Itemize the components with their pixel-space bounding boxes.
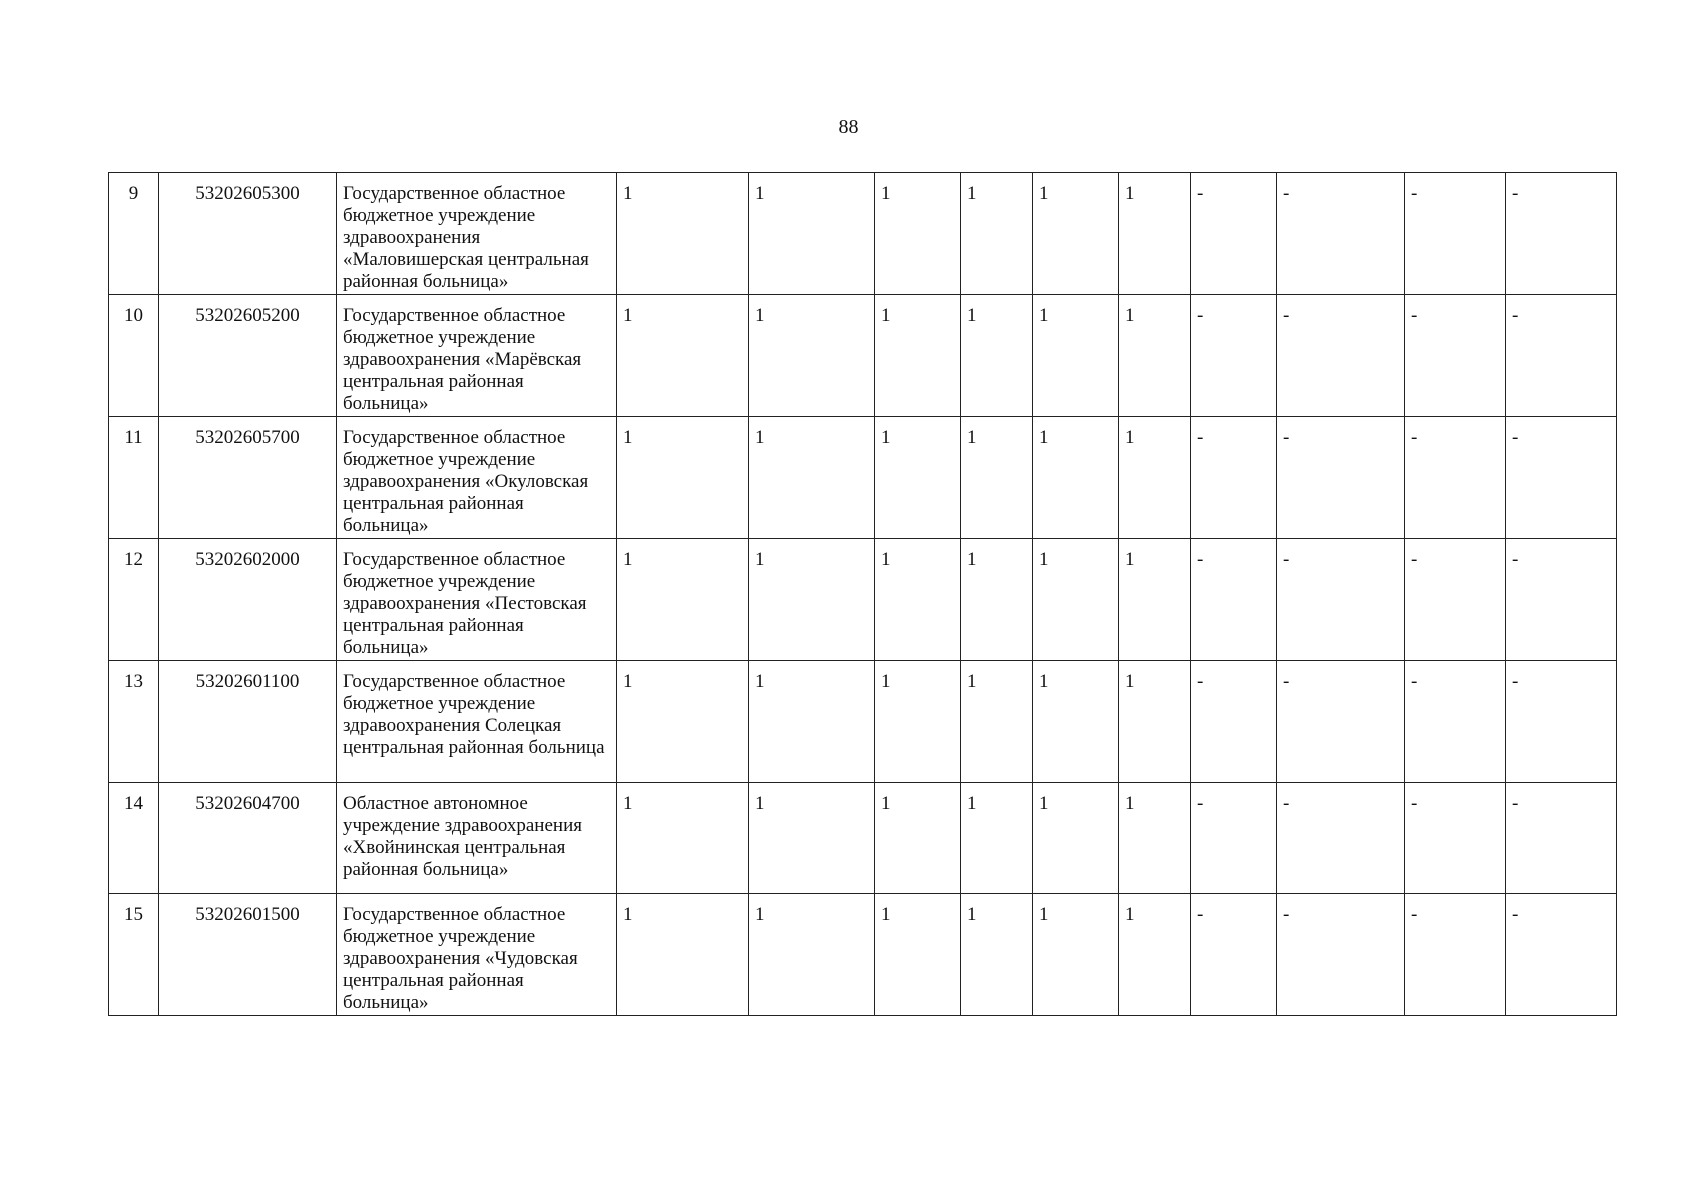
value-cell: - — [1277, 295, 1405, 417]
value-cell: - — [1191, 417, 1277, 539]
value-cell: 1 — [1033, 783, 1119, 894]
value-cell: - — [1277, 539, 1405, 661]
facility-name: Государственное областное бюджетное учреждение здравоохранения «Марёвская центральная районная больница» — [337, 295, 617, 417]
value-cell: - — [1277, 417, 1405, 539]
facility-name: Государственное областное бюджетное учреждение здравоохранения «Чудовская центральная районная больница» — [337, 894, 617, 1016]
value-cell: - — [1277, 173, 1405, 295]
value-cell: 1 — [1119, 783, 1191, 894]
row-number: 10 — [109, 295, 159, 417]
row-number: 12 — [109, 539, 159, 661]
value-cell: 1 — [617, 783, 749, 894]
value-cell: - — [1277, 661, 1405, 783]
value-cell: 1 — [1033, 539, 1119, 661]
value-cell: - — [1191, 783, 1277, 894]
facility-name: Государственное областное бюджетное учреждение здравоохранения Солецкая центральная районная больница — [337, 661, 617, 783]
row-number: 13 — [109, 661, 159, 783]
value-cell: 1 — [749, 894, 875, 1016]
facility-name: Государственное областное бюджетное учреждение здравоохранения «Окуловская центральная районная больница» — [337, 417, 617, 539]
value-cell: - — [1191, 894, 1277, 1016]
value-cell: 1 — [961, 173, 1033, 295]
value-cell: 1 — [617, 417, 749, 539]
value-cell: 1 — [617, 894, 749, 1016]
value-cell: 1 — [617, 295, 749, 417]
value-cell: 1 — [749, 173, 875, 295]
value-cell: - — [1405, 173, 1506, 295]
value-cell: - — [1191, 295, 1277, 417]
value-cell: 1 — [1033, 295, 1119, 417]
value-cell: 1 — [1033, 417, 1119, 539]
value-cell: 1 — [1119, 417, 1191, 539]
oktmo-code: 53202605300 — [159, 173, 337, 295]
table-row — [109, 539, 1617, 661]
value-cell: - — [1277, 783, 1405, 894]
value-cell: - — [1405, 894, 1506, 1016]
table-row — [109, 417, 1617, 539]
value-cell: - — [1506, 417, 1617, 539]
oktmo-code: 53202605200 — [159, 295, 337, 417]
value-cell: 1 — [1033, 894, 1119, 1016]
value-cell: 1 — [749, 783, 875, 894]
row-number: 14 — [109, 783, 159, 894]
value-cell: 1 — [1119, 173, 1191, 295]
value-cell: 1 — [749, 417, 875, 539]
value-cell: - — [1506, 173, 1617, 295]
value-cell: 1 — [961, 295, 1033, 417]
value-cell: 1 — [1119, 661, 1191, 783]
value-cell: 1 — [875, 295, 961, 417]
oktmo-code: 53202602000 — [159, 539, 337, 661]
value-cell: 1 — [961, 661, 1033, 783]
facility-name: Областное автономное учреждение здравоохранения «Хвойнинская центральная районная больница» — [337, 783, 617, 894]
value-cell: 1 — [1033, 173, 1119, 295]
table-row — [109, 894, 1617, 1016]
value-cell: 1 — [961, 539, 1033, 661]
value-cell: 1 — [749, 661, 875, 783]
facility-name: Государственное областное бюджетное учреждение здравоохранения «Пестовская центральная районная больница» — [337, 539, 617, 661]
value-cell: 1 — [1119, 295, 1191, 417]
oktmo-code: 53202605700 — [159, 417, 337, 539]
value-cell: - — [1405, 539, 1506, 661]
oktmo-code: 53202601100 — [159, 661, 337, 783]
value-cell: 1 — [1119, 894, 1191, 1016]
value-cell: 1 — [961, 417, 1033, 539]
value-cell: - — [1506, 894, 1617, 1016]
value-cell: - — [1191, 661, 1277, 783]
row-number: 15 — [109, 894, 159, 1016]
value-cell: - — [1405, 295, 1506, 417]
value-cell: - — [1506, 539, 1617, 661]
facilities-table — [108, 172, 1617, 1016]
value-cell: - — [1506, 783, 1617, 894]
value-cell: 1 — [961, 894, 1033, 1016]
value-cell: 1 — [749, 539, 875, 661]
value-cell: 1 — [875, 894, 961, 1016]
value-cell: - — [1405, 783, 1506, 894]
table-row — [109, 173, 1617, 295]
page-number: 88 — [838, 116, 859, 138]
value-cell: 1 — [617, 539, 749, 661]
row-number: 9 — [109, 173, 159, 295]
table-row — [109, 295, 1617, 417]
value-cell: 1 — [875, 539, 961, 661]
value-cell: 1 — [1033, 661, 1119, 783]
row-number: 11 — [109, 417, 159, 539]
value-cell: 1 — [617, 173, 749, 295]
table-row — [109, 661, 1617, 783]
value-cell: 1 — [875, 661, 961, 783]
value-cell: - — [1405, 417, 1506, 539]
facility-name: Государственное областное бюджетное учреждение здравоохранения «Маловишерская центральная районная больница» — [337, 173, 617, 295]
value-cell: 1 — [617, 661, 749, 783]
value-cell: - — [1191, 173, 1277, 295]
oktmo-code: 53202601500 — [159, 894, 337, 1016]
value-cell: - — [1506, 661, 1617, 783]
value-cell: 1 — [961, 783, 1033, 894]
value-cell: - — [1506, 295, 1617, 417]
value-cell: 1 — [875, 173, 961, 295]
value-cell: 1 — [875, 783, 961, 894]
value-cell: 1 — [1119, 539, 1191, 661]
value-cell: - — [1277, 894, 1405, 1016]
value-cell: - — [1405, 661, 1506, 783]
value-cell: - — [1191, 539, 1277, 661]
value-cell: 1 — [749, 295, 875, 417]
table-row — [109, 783, 1617, 894]
value-cell: 1 — [875, 417, 961, 539]
oktmo-code: 53202604700 — [159, 783, 337, 894]
